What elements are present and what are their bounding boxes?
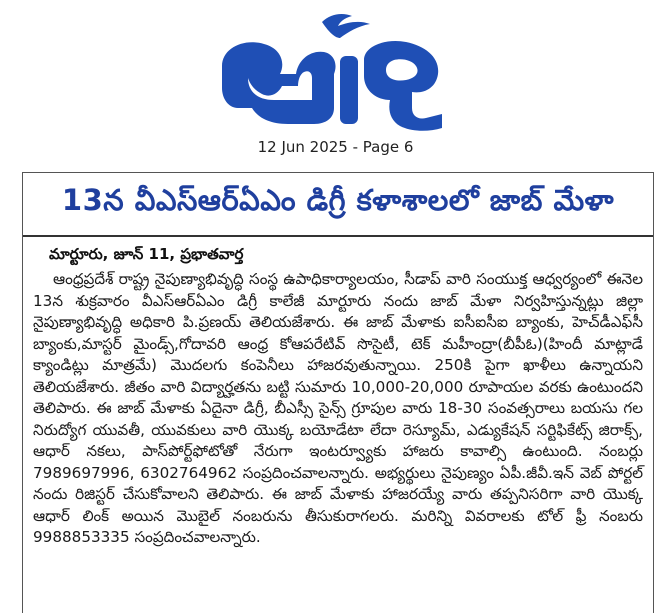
masthead — [0, 0, 671, 132]
article-headline: 13న వీఎస్ఆర్ఏఎం డిగ్రీ కళాశాలలో జాబ్ మేళా — [61, 183, 615, 217]
page-date-label: 12 Jun 2025 - Page 6 — [257, 138, 414, 156]
news-article — [22, 172, 654, 613]
bird-icon — [322, 14, 370, 38]
article-dateline: మార్టూరు, జూన్ 11, ప్రభాతవార్త — [49, 245, 244, 263]
article-paragraph: ఆంధ్రప్రదేశ్ రాష్ట్ర నైపుణ్యాభివృద్ధి సంస్థ ఉపాధికార్యాలయం, సీడాప్ వారి సంయుక్త ఆధ్వర్యంలో ఈనెల 13న శుక్రవారం వీఎస్ఆర్ఏఎం డిగ్రీ కాలేజీ మార్టూరు నందు జాబ్ మేళా నిర్వహిస్తున్నట్లు జిల్లా నైపుణ్యాభివృద్ధి అధికారి పి.ప్రణయ్ తెలియజేశారు. ఈ జాబ్ మేళాకు ఐసీఐసీఐ బ్యాంకు, హెచ్‌డీఎఫ్‌సీ బ్యాంకు,మాస్టర్ మైండ్స్,గోదావరి ఆంధ్ర కోఆపరేటివ్ సొసైటీ, టెక్ మహీంద్రా(బీపీఓ)(హిందీ మాట్లాడే క్యాండిట్లు మాత్రమే) మొదలగు కంపెనీలు హాజరవుతున్నాయి. 250కి పైగా ఖాళీలు ఉన్నాయని తెలియజేశారు. జీతం వారి విద్యార్హతను బట్టి సుమారు 10,000-20,000 రూపాయల వరకు ఉంటుందని తెలిపారు. ఈ జాబ్ మేళాకు ఏదైనా డిగ్రీ, బీఎస్సీ సైన్స్ గ్రూపుల వారు 18-30 సంవత్సరాలు బయసు గల నిరుద్యోగ యువతీ, యువకులు వారి యొక్క బయోడేటా లేదా రెస్యూమ్, ఎడ్యుకేషన్ సర్టిఫికేట్స్ జిరాక్స్, ఆధార్ నకలు, పాస్‌పోర్ట్‌ఫోటోతో నేరుగా ఇంటర్వ్యూకు హాజరు కావాల్సి ఉంటుంది. నంబర్లు 7989697996, 6302764962 సంప్రదించవాలన్నారు. అభ్యర్థులు నైపుణ్యం ఏపీ.జీవీ.ఇన్ వెబ్ పోర్టల్ నందు రిజిస్టర్ చేసుకోవాలని తెలిపారు. ఈ జాబ్ మేళాకు హాజరయ్యే వారు తప్పనిసరిగా వారి యొక్క ఆధార్ లింక్ అయిన మొబైల్ నంబరును తీసుకురాగలరు. మరిన్ని వివరాలకు టోల్ ఫ్రీ నంబరు 9988853335 సంప్రదించవాలన్నారు. — [33, 270, 643, 546]
headline-divider — [23, 235, 653, 237]
article-body — [33, 269, 643, 549]
logo-letters — [222, 41, 442, 131]
varta-logo — [218, 8, 450, 132]
